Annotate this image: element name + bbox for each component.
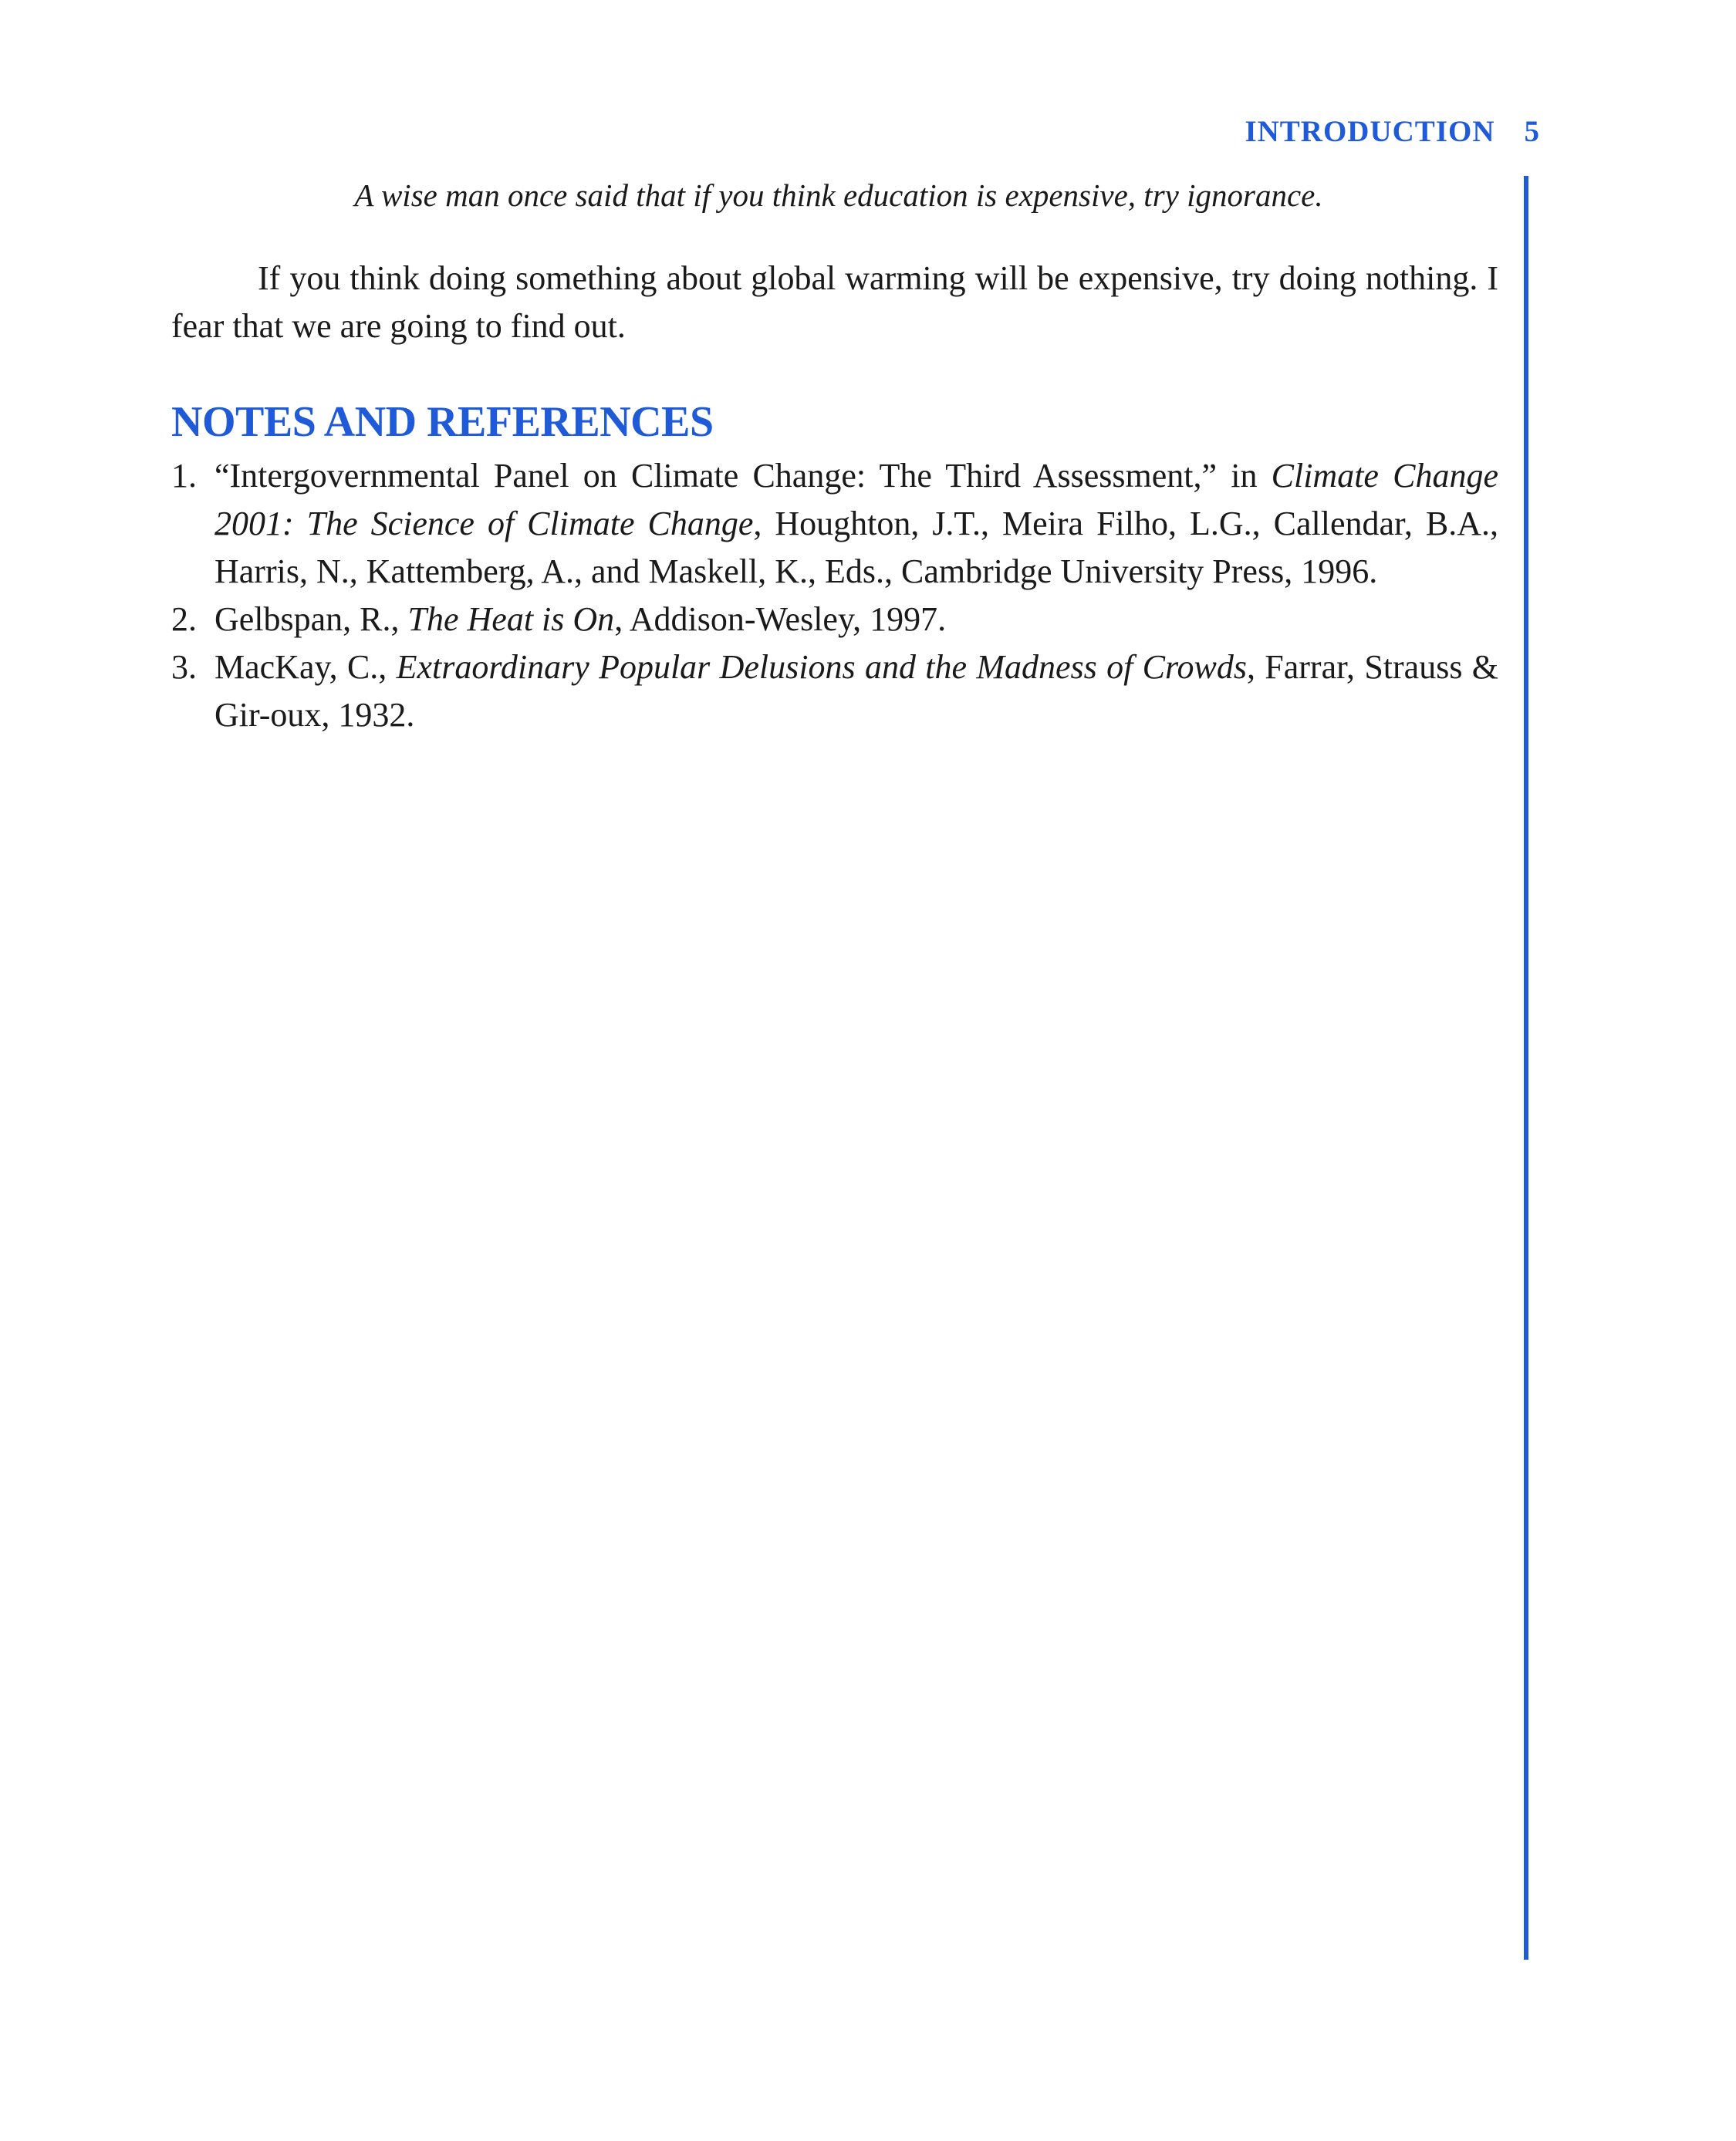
epigraph: A wise man once said that if you think education is expensive, try ignorance. (354, 177, 1323, 213)
page-body (171, 171, 1498, 739)
reference-title: The Heat is On (407, 600, 615, 638)
reference-item (171, 596, 1498, 643)
reference-text-before: Gelbspan, R., (214, 600, 408, 638)
reference-text-after: , Farrar, Strauss & Gir-oux, 1932. (214, 648, 1498, 734)
reference-title: Climate Change 2001: The Science of Climate Change (214, 457, 1498, 542)
reference-text-after: , Addison-Wesley, 1997. (614, 600, 947, 638)
running-head-section: INTRODUCTION (1245, 115, 1495, 148)
reference-list (171, 452, 1498, 739)
margin-rule (1524, 176, 1528, 1960)
reference-item (171, 452, 1498, 596)
reference-text-after: , Houghton, J.T., Meira Filho, L.G., Callendar, B.A., Harris, N., Kattemberg, A., and Maskell, K., Eds., Cambridge University Press, 1996. (214, 505, 1498, 590)
reference-number: 3. (171, 648, 197, 686)
reference-text-before: MacKay, C., (214, 648, 397, 686)
reference-item (171, 643, 1498, 739)
page-number: 5 (1524, 115, 1540, 148)
notes-heading: NOTES AND REFERENCES (171, 398, 714, 446)
running-head (1245, 114, 1540, 149)
reference-number: 2. (171, 600, 197, 638)
reference-text-before: “Intergovernmental Panel on Climate Change: The Third Assessment,” in (214, 457, 1272, 495)
reference-number: 1. (171, 457, 197, 495)
body-paragraph: If you think doing something about global warming will be expensive, try doing nothing. I fear that we are going to find out. (171, 259, 1498, 345)
reference-title: Extraordinary Popular Delusions and the Madness of Crowds (396, 648, 1247, 686)
